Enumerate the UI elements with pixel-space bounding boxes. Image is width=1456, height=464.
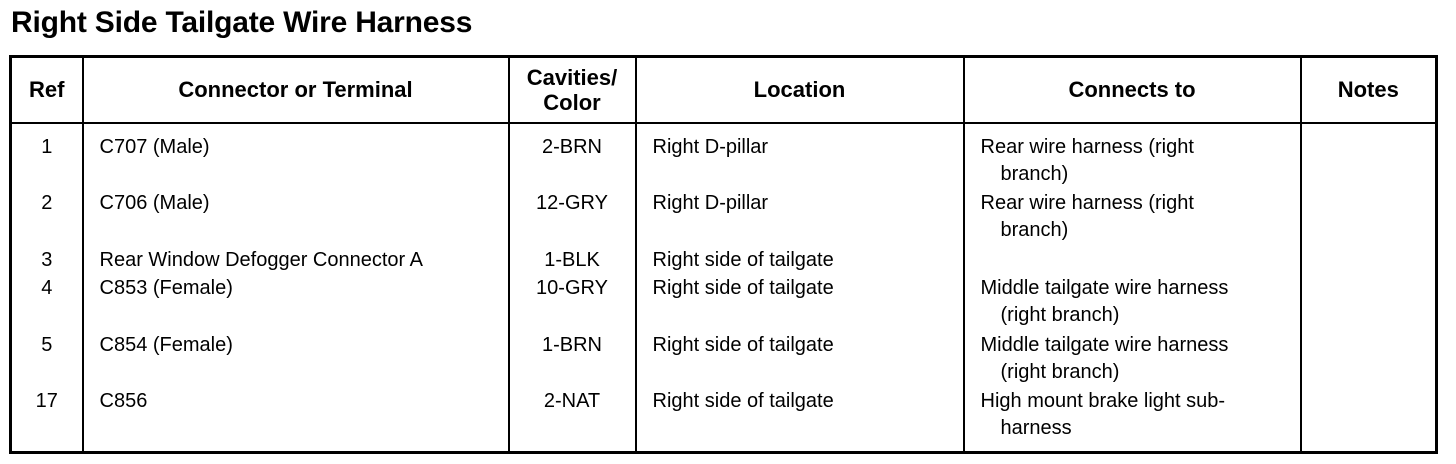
- cell-connects-to: [964, 275, 1301, 331]
- cell-cavities: 10-GRY: [509, 275, 636, 331]
- connects-to-line: harness: [1000, 417, 1072, 440]
- connects-to-line: (right branch): [1000, 360, 1120, 383]
- connects-to-line: Rear wire harness (right: [980, 135, 1194, 158]
- table-row: [11, 275, 1437, 331]
- cell-cavities: 12-GRY: [509, 190, 636, 246]
- cell-connector: C707 (Male): [83, 123, 509, 191]
- header-cavities: [509, 57, 636, 123]
- cell-location: Right side of tailgate: [636, 247, 964, 275]
- cell-notes: [1301, 332, 1437, 388]
- table-row: [11, 190, 1437, 246]
- header-notes: Notes: [1301, 57, 1437, 123]
- cell-ref: 3: [11, 247, 83, 275]
- header-connects-to: Connects to: [964, 57, 1301, 123]
- cell-connects-to: [964, 123, 1301, 191]
- header-row: [11, 57, 1437, 123]
- connects-to-line: (right branch): [1000, 304, 1120, 327]
- table-row: [11, 332, 1437, 388]
- cell-notes: [1301, 247, 1437, 275]
- cell-ref: 4: [11, 275, 83, 331]
- cell-notes: [1301, 388, 1437, 452]
- cell-connects-to: [964, 332, 1301, 388]
- cell-location: Right D-pillar: [636, 123, 964, 191]
- cell-connects-to: [964, 388, 1301, 452]
- connects-to-line: Middle tailgate wire harness: [980, 333, 1229, 356]
- header-ref: Ref: [11, 57, 83, 123]
- harness-table: [9, 55, 1438, 454]
- cell-location: Right side of tailgate: [636, 275, 964, 331]
- cell-notes: [1301, 275, 1437, 331]
- cell-connector: C856: [83, 388, 509, 452]
- cell-notes: [1301, 190, 1437, 246]
- connects-to-line: Middle tailgate wire harness: [980, 277, 1229, 300]
- cell-notes: [1301, 123, 1437, 191]
- header-cavities-line2: Color: [543, 89, 601, 115]
- cell-ref: 2: [11, 190, 83, 246]
- connects-to-line: Rear wire harness (right: [980, 192, 1194, 215]
- cell-connects-to: [964, 247, 1301, 275]
- cell-ref: 17: [11, 388, 83, 452]
- cell-location: Right side of tailgate: [636, 332, 964, 388]
- page-title: Right Side Tailgate Wire Harness: [11, 6, 473, 39]
- cell-location: Right side of tailgate: [636, 388, 964, 452]
- cell-location: Right D-pillar: [636, 190, 964, 246]
- header-cavities-line1: Cavities/: [526, 64, 618, 90]
- cell-ref: 1: [11, 123, 83, 191]
- cell-cavities: 1-BRN: [509, 332, 636, 388]
- cell-cavities: 1-BLK: [509, 247, 636, 275]
- table-row: [11, 247, 1437, 275]
- cell-cavities: 2-NAT: [509, 388, 636, 452]
- header-location: Location: [636, 57, 964, 123]
- cell-connector: C853 (Female): [83, 275, 509, 331]
- header-connector: Connector or Terminal: [83, 57, 509, 123]
- connects-to-line: High mount brake light sub-: [980, 390, 1226, 413]
- cell-connector: C854 (Female): [83, 332, 509, 388]
- cell-connects-to: [964, 190, 1301, 246]
- table-row: [11, 123, 1437, 191]
- connects-to-line: branch): [1000, 219, 1069, 242]
- connects-to-line: branch): [1000, 162, 1069, 185]
- cell-connector: C706 (Male): [83, 190, 509, 246]
- cell-ref: 5: [11, 332, 83, 388]
- cell-connector: Rear Window Defogger Connector A: [83, 247, 509, 275]
- table-row: [11, 388, 1437, 452]
- cell-cavities: 2-BRN: [509, 123, 636, 191]
